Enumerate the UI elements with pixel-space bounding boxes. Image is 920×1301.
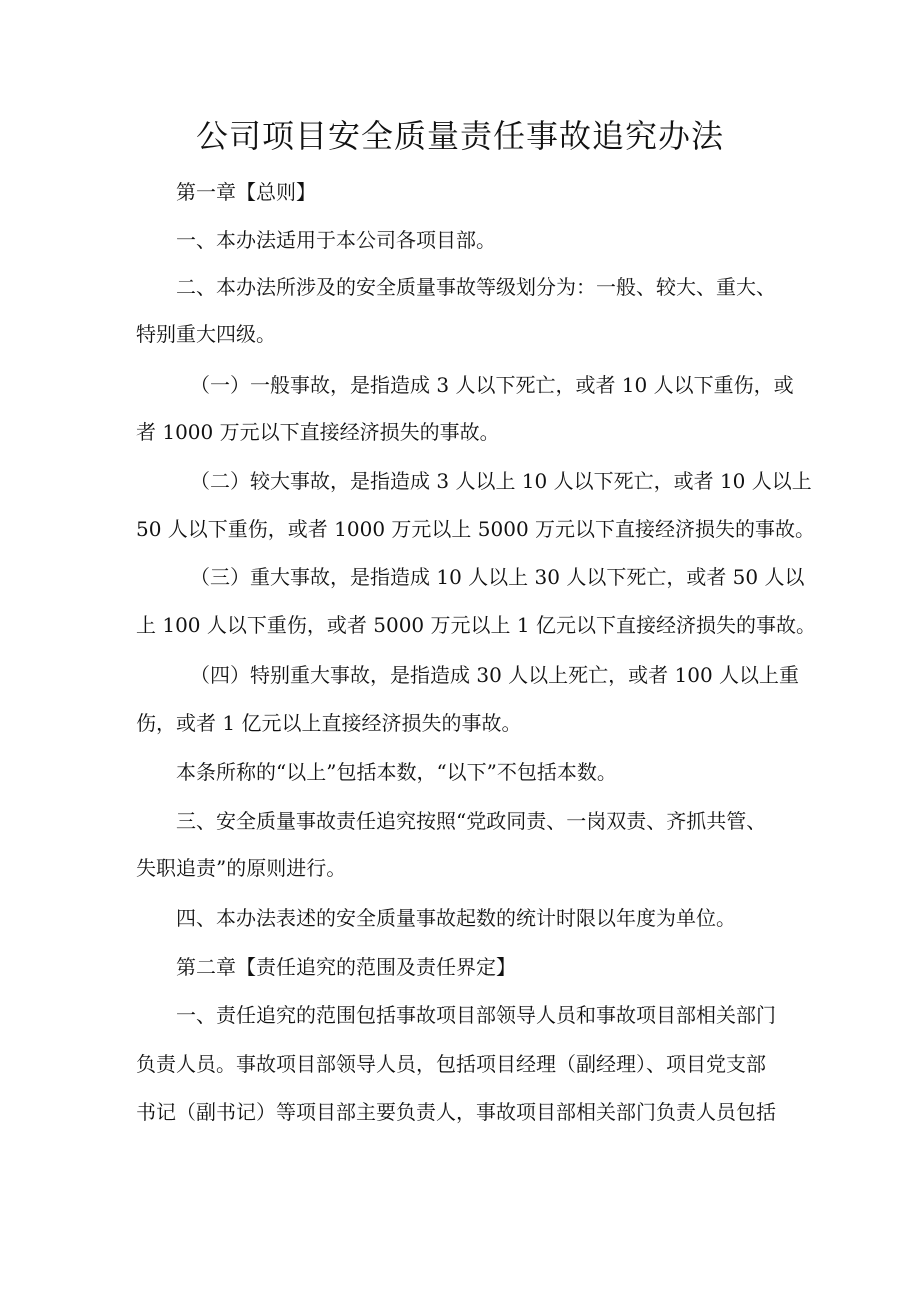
paragraph-line: （四）特别重大事故，是指造成 30 人以上死亡，或者 100 人以上重 xyxy=(190,663,800,687)
chapter-2-heading: 第二章【责任追究的范围及责任界定】 xyxy=(176,955,516,979)
paragraph-line: 本条所称的“以上”包括本数，“以下”不包括本数。 xyxy=(176,760,617,784)
paragraph-line: 50 人以下重伤，或者 1000 万元以上 5000 万元以下直接经济损失的事故。 xyxy=(136,517,816,541)
paragraph-line: 伤，或者 1 亿元以上直接经济损失的事故。 xyxy=(136,711,522,735)
paragraph-line: 特别重大四级。 xyxy=(136,322,276,346)
paragraph-line: 二、本办法所涉及的安全质量事故等级划分为：一般、较大、重大、 xyxy=(176,275,776,299)
paragraph-line: 书记（副书记）等项目部主要负责人，事故项目部相关部门负责人员包括 xyxy=(136,1100,776,1124)
document-title: 公司项目安全质量责任事故追究办法 xyxy=(195,117,724,155)
paragraph-line: （一）一般事故，是指造成 3 人以下死亡，或者 10 人以下重伤，或 xyxy=(190,373,794,397)
paragraph-line: （二）较大事故，是指造成 3 人以上 10 人以下死亡，或者 10 人以上 xyxy=(190,469,812,493)
paragraph-line: 负责人员。事故项目部领导人员，包括项目经理（副经理）、项目党支部 xyxy=(136,1052,766,1076)
paragraph-line: 者 1000 万元以下直接经济损失的事故。 xyxy=(136,420,500,444)
paragraph-line: （三）重大事故，是指造成 10 人以上 30 人以下死亡，或者 50 人以 xyxy=(190,565,805,589)
paragraph-line: 失职追责”的原则进行。 xyxy=(136,856,347,880)
paragraph-line: 上 100 人以下重伤，或者 5000 万元以上 1 亿元以下直接经济损失的事故。 xyxy=(136,613,816,637)
paragraph-line: 一、本办法适用于本公司各项目部。 xyxy=(176,228,496,252)
paragraph-line: 四、本办法表述的安全质量事故起数的统计时限以年度为单位。 xyxy=(176,906,736,930)
chapter-1-heading: 第一章【总则】 xyxy=(176,180,316,204)
paragraph-line: 三、安全质量事故责任追究按照“党政同责、一岗双责、齐抓共管、 xyxy=(176,809,767,833)
paragraph-line: 一、责任追究的范围包括事故项目部领导人员和事故项目部相关部门 xyxy=(176,1003,776,1027)
